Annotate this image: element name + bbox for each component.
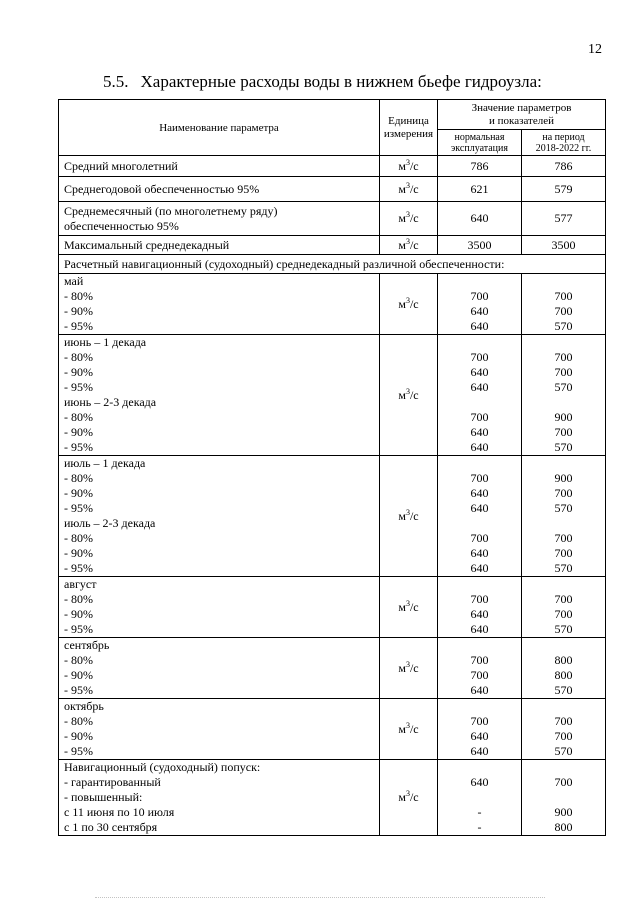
unit-cell: $м^3/с$: [380, 638, 438, 699]
unit-cell: $м^3/с$: [380, 577, 438, 638]
table-row: Среднегодовой обеспеченностью 95% $м^3/с$ 621 579: [59, 177, 606, 202]
table-row: сентябрь - 80% - 90% - 95% $м^3/с$ 700 700 640 800 800 570: [59, 638, 606, 699]
scan-artifact-line: [95, 897, 545, 901]
header-unit: Единица измерения: [380, 100, 438, 156]
unit-cell: $м^3/с$: [380, 177, 438, 202]
discharge-table: [58, 99, 606, 836]
nav-section-title: Расчетный навигационный (судоходный) среднедекадный различной обеспеченности:: [59, 255, 606, 274]
table-row: июль – 1 декада - 80% - 90% - 95% июль – 2-3 декада - 80% - 90% - 95% $м^3/с$ 700 640 640 700 640 640 900 700 570 700 700 570: [59, 456, 606, 577]
table-row: [59, 255, 606, 274]
header-parameter-name: Наименование параметра: [59, 100, 380, 156]
table-row: июнь – 1 декада - 80% - 90% - 95% июнь – 2-3 декада - 80% - 90% - 95% $м^3/с$ 700 640 640 700 640 640 700 700 570 900 700 570: [59, 335, 606, 456]
table-row: май - 80% - 90% - 95% $м^3/с$ 700 640 640 700 700 570: [59, 274, 606, 335]
table-row: Средний многолетний $м^3/с$ 786 786: [59, 156, 606, 177]
header-values-group: Значение параметров и показателей: [438, 100, 606, 130]
table-row: август - 80% - 90% - 95% $м^3/с$ 700 640 640 700 700 570: [59, 577, 606, 638]
header-normal-operation: нормальная эксплуатация: [438, 130, 522, 156]
table-row: Максимальный среднедекадный $м^3/с$ 3500 3500: [59, 236, 606, 255]
unit-cell: $м^3/с$: [380, 760, 438, 836]
section-heading: [103, 72, 542, 92]
unit-cell: $м^3/с$: [380, 335, 438, 456]
header-period-2018-2022: на период 2018-2022 гг.: [522, 130, 606, 156]
table-row: Среднемесячный (по многолетнему ряду) обеспеченностью 95% $м^3/с$ 640 577: [59, 202, 606, 236]
unit-cell: $м^3/с$: [380, 156, 438, 177]
table-row: Навигационный (судоходный) попуск: - гарантированный - повышенный: с 11 июня по 10 июля с 1 по 30 сентября $м^3/с$ 640 - - 700 900 800: [59, 760, 606, 836]
unit-cell: $м^3/с$: [380, 699, 438, 760]
unit-cell: $м^3/с$: [380, 236, 438, 255]
page-number: 12: [588, 42, 602, 57]
table-row: октябрь - 80% - 90% - 95% $м^3/с$ 700 640 640 700 700 570: [59, 699, 606, 760]
unit-cell: $м^3/с$: [380, 274, 438, 335]
unit-cell: $м^3/с$: [380, 456, 438, 577]
section-number: 5.5.: [103, 72, 129, 91]
section-title: Характерные расходы воды в нижнем бьефе гидроузла:: [140, 72, 542, 91]
unit-cell: $м^3/с$: [380, 202, 438, 236]
